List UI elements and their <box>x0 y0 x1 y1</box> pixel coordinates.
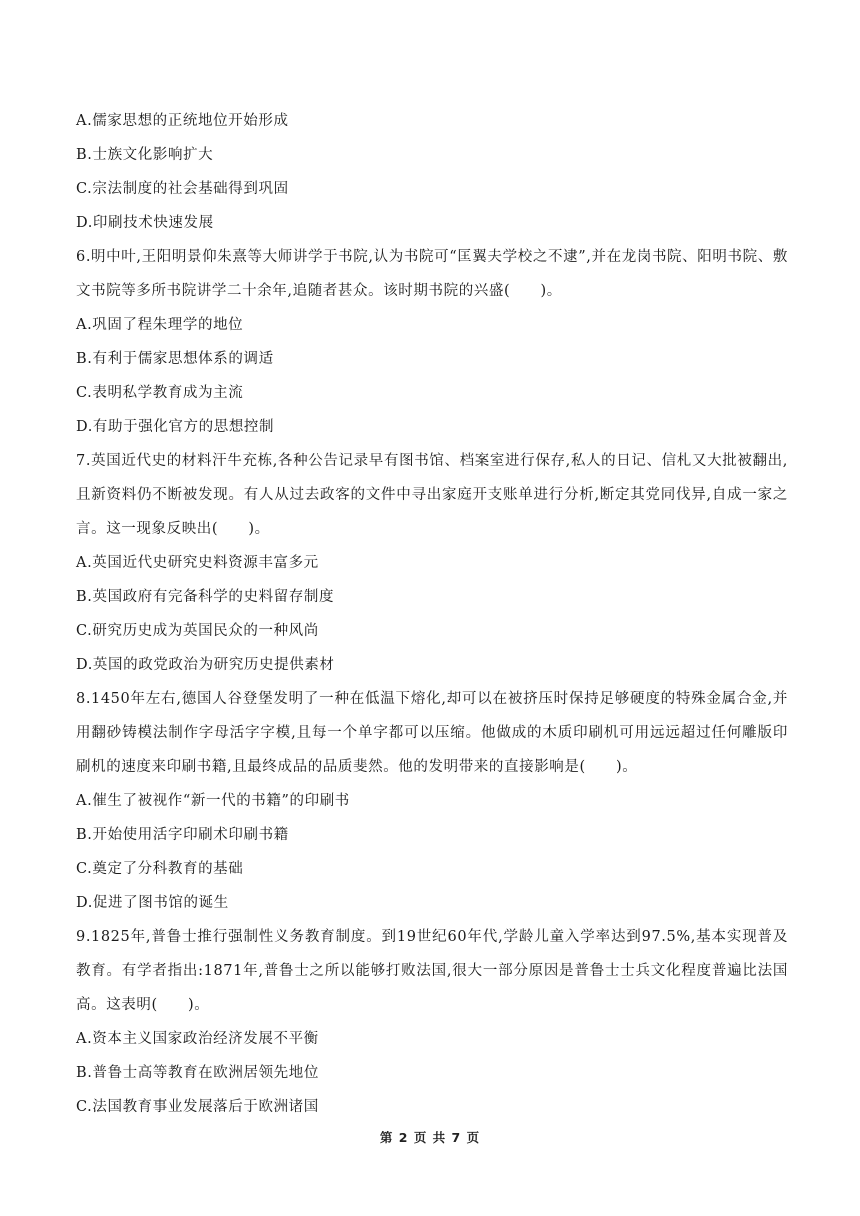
q9-stem: 9.1825年,普鲁士推行强制性义务教育制度。到19世纪60年代,学龄儿童入学率达到97.5%,基本实现普及教育。有学者指出:1871年,普鲁士之所以能够打败法国,很大一部分原因是普鲁士士兵文化程度普遍比法国高。这表明( )。 <box>76 929 788 1013</box>
q9-option-c: C.法国教育事业发展落后于欧洲诸国 <box>76 1099 319 1115</box>
q5-option-b: B.士族文化影响扩大 <box>76 147 214 163</box>
page-content <box>76 104 788 1124</box>
q6-option-d: D.有助于强化官方的思想控制 <box>76 419 275 435</box>
q8-option-a: A.催生了被视作“新一代的书籍”的印刷书 <box>76 793 350 809</box>
q8-option-b: B.开始使用活字印刷术印刷书籍 <box>76 827 289 843</box>
q6-option-a: A.巩固了程朱理学的地位 <box>76 317 244 333</box>
q7-stem: 7.英国近代史的材料汗牛充栋,各种公告记录早有图书馆、档案室进行保存,私人的日记、信札又大批被翻出,且新资料仍不断被发现。有人从过去政客的文件中寻出家庭开支账单进行分析,断定其党同伐异,自成一家之言。这一现象反映出( )。 <box>76 453 788 537</box>
q6-option-c: C.表明私学教育成为主流 <box>76 385 244 401</box>
q8-stem: 8.1450年左右,德国人谷登堡发明了一种在低温下熔化,却可以在被挤压时保持足够硬度的特殊金属合金,并用翻砂铸模法制作字母活字字模,且每一个单字都可以压缩。他做成的木质印刷机可用远远超过任何雕版印刷机的速度来印刷书籍,且最终成品的品质斐然。他的发明带来的直接影响是( )。 <box>76 691 788 775</box>
q7-option-a: A.英国近代史研究史料资源丰富多元 <box>76 555 319 571</box>
q5-option-d: D.印刷技术快速发展 <box>76 215 214 231</box>
q7-option-b: B.英国政府有完备科学的史料留存制度 <box>76 589 335 605</box>
page-number-footer: 第 2 页 共 7 页 <box>379 1130 481 1145</box>
question-8 <box>76 682 788 920</box>
question-6 <box>76 240 788 444</box>
q8-option-d: D.促进了图书馆的诞生 <box>76 895 229 911</box>
question-7 <box>76 444 788 682</box>
q7-option-c: C.研究历史成为英国民众的一种风尚 <box>76 623 319 639</box>
q7-option-d: D.英国的政党政治为研究历史提供素材 <box>76 657 335 673</box>
question-5-options <box>76 104 788 240</box>
q5-option-c: C.宗法制度的社会基础得到巩固 <box>76 181 289 197</box>
q6-stem: 6.明中叶,王阳明景仰朱熹等大师讲学于书院,认为书院可“匡翼夫学校之不逮”,并在龙岗书院、阳明书院、敷文书院等多所书院讲学二十余年,追随者甚众。该时期书院的兴盛( )。 <box>76 249 788 299</box>
q8-option-c: C.奠定了分科教育的基础 <box>76 861 244 877</box>
q9-option-a: A.资本主义国家政治经济发展不平衡 <box>76 1031 319 1047</box>
q6-option-b: B.有利于儒家思想体系的调适 <box>76 351 274 367</box>
question-9 <box>76 920 788 1124</box>
q5-option-a: A.儒家思想的正统地位开始形成 <box>76 113 289 129</box>
q9-option-b: B.普鲁士高等教育在欧洲居领先地位 <box>76 1065 319 1081</box>
